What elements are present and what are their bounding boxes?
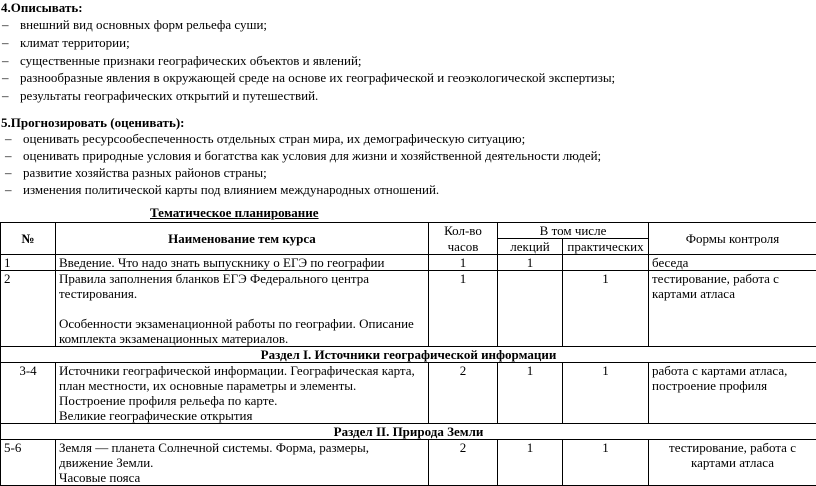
list-item xyxy=(5,131,525,147)
cell-num: 5-6 xyxy=(1,440,56,486)
list-item-text: климат территории; xyxy=(20,35,130,50)
header-hours-unit: часов xyxy=(429,239,498,255)
cell-lectures: 1 xyxy=(498,440,563,486)
dash: – xyxy=(5,148,23,164)
list-item-text: разнообразные явления в окружающей среде на основе их географической и геоэкологической экспертизы; xyxy=(20,70,615,85)
header-name: Наименование тем курса xyxy=(56,223,429,255)
cell-hours: 1 xyxy=(429,271,498,347)
cell-num: 1 xyxy=(1,255,56,271)
cell-hours: 2 xyxy=(429,363,498,424)
header-num: № xyxy=(1,223,56,255)
section-row xyxy=(1,347,816,363)
topic-line: Правила заполнения бланков ЕГЭ Федерального центра xyxy=(59,271,425,286)
topic-line: Источники географической информации. Географическая карта, xyxy=(59,363,425,378)
topic-line: Построение профиля рельефа по карте. xyxy=(59,393,425,408)
topic-line: план местности, их основные параметры и элементы. xyxy=(59,378,425,393)
cell-topic xyxy=(56,440,429,486)
cell-hours: 1 xyxy=(429,255,498,271)
topic-line: Часовые пояса xyxy=(59,470,425,485)
cell-practical: 1 xyxy=(563,271,649,347)
header-practical: практических xyxy=(563,239,649,255)
control-line: построение профиля xyxy=(652,378,813,393)
list-item xyxy=(2,35,130,51)
cell-practical xyxy=(563,255,649,271)
list-item xyxy=(5,182,439,198)
header-hours: Кол-во xyxy=(429,223,498,239)
cell-num: 2 xyxy=(1,271,56,347)
list-item xyxy=(2,70,615,86)
dash: – xyxy=(5,131,23,147)
table-row xyxy=(1,255,816,271)
cell-control xyxy=(649,440,816,486)
table-header-row xyxy=(1,223,816,239)
list-item-text: оценивать ресурсообеспеченность отдельных стран мира, их демографическую ситуацию; xyxy=(23,131,525,146)
dash: – xyxy=(5,165,23,181)
table-row xyxy=(1,363,816,424)
topic-line: Великие географические открытия xyxy=(59,408,425,423)
section-5-heading: 5.Прогнозировать (оценивать): xyxy=(1,115,184,131)
list-item xyxy=(2,88,318,104)
section-title: Раздел I. Источники географической информации xyxy=(1,347,816,363)
table-row xyxy=(1,440,816,486)
cell-topic: Введение. Что надо знать выпускнику о ЕГЭ по географии xyxy=(56,255,429,271)
control-line: тестирование, работа с xyxy=(652,440,813,455)
cell-topic xyxy=(56,363,429,424)
list-item xyxy=(5,165,267,181)
cell-lectures: 1 xyxy=(498,363,563,424)
control-line: картами атласа xyxy=(652,455,813,470)
section-row xyxy=(1,424,816,440)
table-title xyxy=(150,205,319,221)
cell-hours: 2 xyxy=(429,440,498,486)
dash: – xyxy=(2,35,20,51)
cell-lectures xyxy=(498,271,563,347)
dash: – xyxy=(2,17,20,33)
dash: – xyxy=(2,88,20,104)
topic-line: Земля — планета Солнечной системы. Форма, размеры, xyxy=(59,440,425,455)
cell-control xyxy=(649,363,816,424)
header-control: Формы контроля xyxy=(649,223,816,255)
cell-control: беседа xyxy=(649,255,816,271)
cell-num: 3-4 xyxy=(1,363,56,424)
topic-line: тестирования. xyxy=(59,286,425,301)
list-item-text: оценивать природные условия и богатства как условия для жизни и хозяйственной деятельности людей; xyxy=(23,148,601,163)
cell-practical: 1 xyxy=(563,363,649,424)
section-title: Раздел II. Природа Земли xyxy=(1,424,816,440)
list-item xyxy=(2,17,267,33)
list-item-text: изменения политической карты под влиянием международных отношений. xyxy=(23,182,439,197)
list-item xyxy=(5,148,601,164)
topic-line: комплекта экзаменационных материалов. xyxy=(59,331,425,346)
list-item xyxy=(2,53,362,69)
cell-lectures: 1 xyxy=(498,255,563,271)
header-lectures: лекций xyxy=(498,239,563,255)
dash: – xyxy=(2,53,20,69)
cell-control xyxy=(649,271,816,347)
list-item-text: внешний вид основных форм рельефа суши; xyxy=(20,17,267,32)
control-line: картами атласа xyxy=(652,286,813,301)
section-4-heading: 4.Описывать: xyxy=(1,0,83,16)
thematic-plan-table xyxy=(0,222,816,486)
list-item-text: результаты географических открытий и путешествий. xyxy=(20,88,318,103)
cell-topic xyxy=(56,271,429,347)
control-line: работа с картами атласа, xyxy=(652,363,813,378)
cell-practical: 1 xyxy=(563,440,649,486)
table-row xyxy=(1,271,816,347)
control-line: тестирование, работа с xyxy=(652,271,813,286)
dash: – xyxy=(2,70,20,86)
topic-line: Особенности экзаменационной работы по географии. Описание xyxy=(59,316,425,331)
topic-line: движение Земли. xyxy=(59,455,425,470)
list-item-text: развитие хозяйства разных районов страны; xyxy=(23,165,267,180)
list-item-text: существенные признаки географических объектов и явлений; xyxy=(20,53,362,68)
dash: – xyxy=(5,182,23,198)
header-including: В том числе xyxy=(498,223,649,239)
table-title-text: Тематическое планирование xyxy=(150,205,319,220)
